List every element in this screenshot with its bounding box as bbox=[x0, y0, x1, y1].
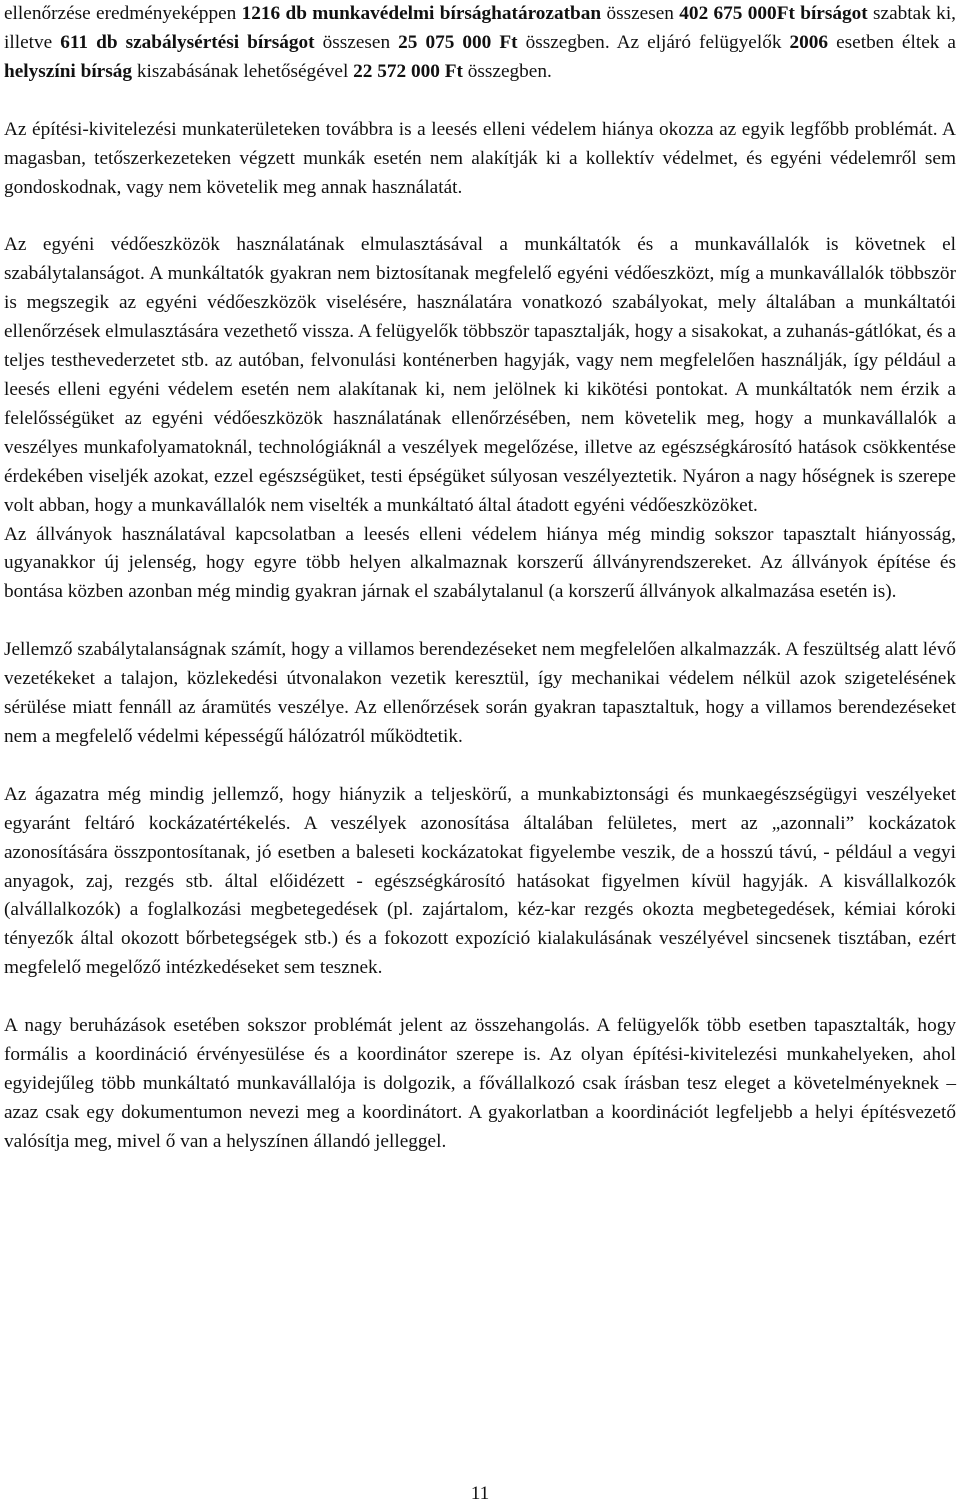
page-number: 11 bbox=[470, 1483, 490, 1504]
text-segment: kiszabásának lehetőségével bbox=[132, 60, 354, 82]
text-segment: összegben. Az eljáró felügyelők bbox=[517, 31, 790, 53]
text-segment: összesen bbox=[601, 3, 680, 24]
paragraph-fall-protection bbox=[4, 116, 956, 203]
text-segment: szabtak ki, illetve bbox=[4, 3, 957, 53]
bold-text-segment: 22 572 000 Ft bbox=[353, 60, 463, 82]
paragraph-scaffolding bbox=[4, 521, 956, 608]
text-segment: Az ágazatra még mindig jellemző, hogy hiányzik a teljeskörű, a munkabiztonsági és munkaegészségügyi veszélyeket egyaránt feltáró kockázatértékelés. A veszélyek azonosítása általában felületes, mert az „azonnali” kockázatok azonosítására összpontosítanak, jó esetben a baleseti kockázatokat figyelembe veszik, de a hosszú távú, - például a vegyi anyagok, zaj, rezgés stb. által előidézett - egészségkárosító hatásokat figyelmen kívül hagyják. A kisvállalkozók (alvállalkozók) a foglalkozási megbetegedések (pl. zajártalom, kéz-kar rezgés okozta megbetegedések, kémiai kóroki tényezők által okozott bőrbetegségek stb.) és a fokozott expozíció kialakulásának veszélyével sincsenek tisztában, ezért megfelelő megelőző intézkedéseket sem tesznek. bbox=[4, 783, 956, 979]
bold-text-segment: 1216 db munkavédelmi bírsághatározatban bbox=[241, 3, 602, 24]
paragraph-coordination bbox=[4, 1012, 956, 1157]
bold-text-segment: helyszíni bírság bbox=[4, 60, 133, 82]
paragraph-ppe-usage bbox=[4, 231, 956, 520]
text-segment: Az egyéni védőeszközök használatának elmulasztásával a munkáltatók és a munkavállalók is követnek el szabálytalanságot. A munkáltatók gyakran nem biztosítanak megfelelő egyéni védőeszközt, míg a munkavállalók többször is megszegik az egyéni védőeszközök viselésére, használatára vonatkozó szabályokat, mely általában a munkáltatói ellenőrzések elmulasztására vezethető vissza. A felügyelők többször tapasztalják, hogy a sisakokat, a zuhanás-gátlókat, és a teljes testhevederzetet stb. az autóban, felvonulási konténerben hagyják, vagy nem megfelelően használják, így például a leesés elleni egyéni védelem esetén nem alakítanak ki, nem jelölnek ki kikötési pontokat. A munkáltatók nem érzik a felelősségüket az egyéni védőeszközök használatának ellenőrzésében, nem követelik meg, hogy a munkavállalók a veszélyes munkafolyamatoknál, technológiáknál a veszélyek megelőzése, illetve az egészségkárosító hatások csökkentése érdekében viseljék azokat, ezzel egészségüket, testi épségüket súlyosan veszélyeztetik. Nyáron a nagy hőségnek is szerepe volt abban, hogy a munkavállalók nem viselték a munkáltató által átadott egyéni védőeszközöket. bbox=[4, 234, 956, 516]
text-segment: A nagy beruházások esetében sokszor problémát jelent az összehangolás. A felügyelők több esetben tapasztalták, hogy formális a koordináció érvényesülése és a koordinátor szerepe is. Az olyan építési-kivitelezési munkahelyeken, ahol egyidejűleg több munkáltató munkavállalója is dolgozik, a fővállalkozó csak írásban tesz eleget a követelményeknek – azaz csak egy dokumentumon nevezi meg a koordinátort. A gyakorlatban a koordinációt legfeljebb a helyi építésvezető valósítja meg, mivel ő van a helyszínen állandó jelleggel. bbox=[4, 1015, 956, 1152]
text-segment: Az építési-kivitelezési munkaterületeken továbbra is a leesés elleni védelem hiánya okozza az egyik legfőbb problémát. A magasban, tetőszerkezeteken végzett munkák esetén nem alakítják ki a kollektív védelmet, és egyéni védelemről sem gondoskodnak, vagy nem követelik meg annak használatát. bbox=[4, 118, 956, 198]
paragraph-risk-assessment bbox=[4, 781, 956, 983]
text-segment: Jellemző szabálytalanságnak számít, hogy a villamos berendezéseket nem megfelelően alkalmazzák. A feszültség alatt lévő vezetékeket a talajon, közlekedési útvonalakon vezetik keresztül, így mechanikai védelem nélkül azok szigetelésének sérülése miatt fennáll az áramütés veszélye. Az ellenőrzések során gyakran tapasztaltuk, hogy a villamos berendezéseket nem a megfelelő védelmi képességű hálózatról működtetik. bbox=[4, 639, 956, 747]
text-segment: Az állványok használatával kapcsolatban a leesés elleni védelem hiánya még mindig sokszor tapasztalt hiányosság, ugyanakkor új jelenség, hogy egyre több helyen alkalmaznak korszerű állványrendszereket. Az állványok építése és bontása közben azonban még mindig gyakran járnak el szabálytalanul (a korszerű állványok alkalmazása esetén is). bbox=[4, 523, 956, 603]
bold-text-segment: 402 675 000Ft bírságot bbox=[679, 3, 868, 24]
document-page bbox=[4, 0, 956, 1157]
text-segment: ellenőrzése eredményeképpen bbox=[4, 3, 242, 24]
text-segment: összegben. bbox=[462, 60, 552, 82]
paragraph-electrical bbox=[4, 636, 956, 752]
text-segment: esetben éltek a bbox=[828, 31, 956, 53]
bold-text-segment: 611 db szabálysértési bírságot bbox=[60, 31, 315, 53]
bold-text-segment: 2006 bbox=[789, 31, 829, 53]
paragraph-inspection-fines bbox=[4, 0, 956, 87]
text-segment: összesen bbox=[314, 31, 399, 53]
bold-text-segment: 25 075 000 Ft bbox=[398, 31, 518, 53]
